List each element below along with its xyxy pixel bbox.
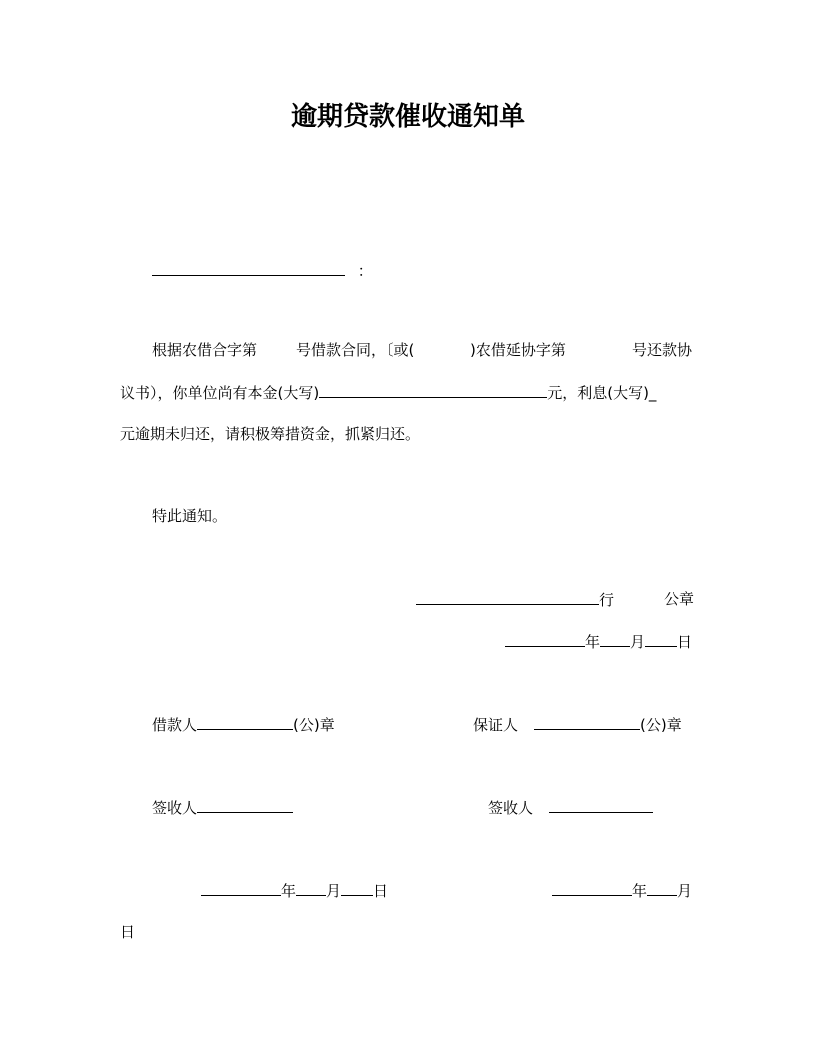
para-line1-c: )农借延协字第 <box>470 341 566 359</box>
month-blank <box>600 631 630 647</box>
borrower-label: 借款人 <box>152 716 198 734</box>
para-line2-a: 议书），你单位尚有本金(大写) <box>120 384 320 402</box>
year-blank-3 <box>552 880 632 896</box>
borrower-seal: (公)章 <box>293 716 335 734</box>
para-line3: 元逾期未归还，请积极筹措资金，抓紧归还。 <box>120 425 421 443</box>
signer1-line <box>152 797 293 818</box>
year-label: 年 <box>585 633 601 651</box>
recipient-blank <box>152 260 345 276</box>
para-line1-a: 根据农借合字第 <box>152 341 258 359</box>
day-label-2: 日 <box>373 882 389 900</box>
recipient-line <box>152 260 373 281</box>
guarantor-date-line <box>552 880 692 901</box>
borrower-blank <box>197 714 293 730</box>
borrower-line <box>152 714 335 735</box>
bank-hang: 行 <box>599 591 615 609</box>
signer1-blank <box>197 797 293 813</box>
day-label: 日 <box>677 633 693 651</box>
month-blank-3 <box>647 880 677 896</box>
month-label-2: 月 <box>326 882 342 900</box>
para-line2 <box>120 382 656 403</box>
month-label-3: 月 <box>677 882 693 900</box>
month-blank-2 <box>296 880 326 896</box>
signer2-blank <box>549 797 653 813</box>
year-label-2: 年 <box>281 882 297 900</box>
bank-seal: 公章 <box>664 590 695 608</box>
para-line1-b: 号借款合同，〔或( <box>296 341 415 359</box>
guarantor-blank <box>534 714 640 730</box>
guarantor-line <box>473 714 682 735</box>
day-label-3: 日 <box>120 923 136 941</box>
month-label: 月 <box>630 633 646 651</box>
year-blank <box>505 631 585 647</box>
notice-text: 特此通知。 <box>152 507 228 525</box>
para-line2-b: 元，利息(大写)_ <box>547 384 657 402</box>
recipient-colon: ： <box>357 262 373 280</box>
signer2-label: 签收人 <box>488 799 534 817</box>
bank-blank <box>416 589 599 605</box>
document-title: 逾期贷款催收通知单 <box>290 102 525 132</box>
day-blank <box>645 631 677 647</box>
day-blank-2 <box>341 880 373 896</box>
signer1-label: 签收人 <box>152 799 198 817</box>
bank-date-line <box>505 631 692 652</box>
guarantor-label: 保证人 <box>473 716 519 734</box>
bank-seal-line <box>416 589 614 610</box>
guarantor-seal: (公)章 <box>640 716 682 734</box>
year-label-3: 年 <box>632 882 648 900</box>
principal-blank <box>319 382 547 398</box>
para-line1-d: 号还款协 <box>632 341 693 359</box>
signer2-line <box>488 797 653 818</box>
borrower-date-line <box>201 880 388 901</box>
year-blank-2 <box>201 880 281 896</box>
